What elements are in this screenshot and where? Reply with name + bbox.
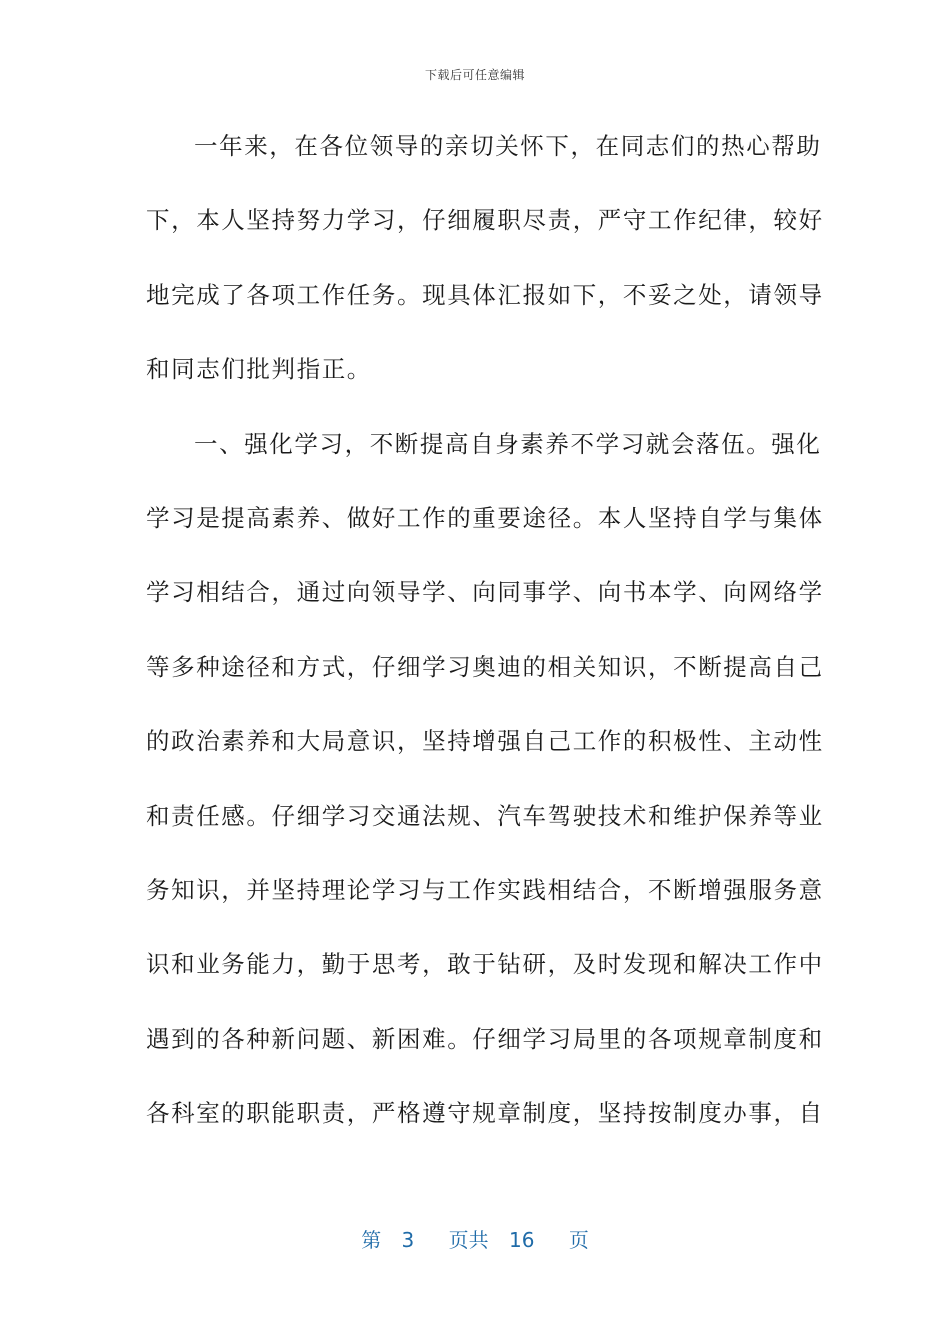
paragraph-line: 等多种途径和方式，仔细学习奥迪的相关知识，不断提高自己: [146, 652, 824, 681]
paragraph-line: 和同志们批判指正。: [146, 355, 372, 384]
document-body: [146, 128, 824, 1169]
paragraph-line: 的政治素养和大局意识，坚持增强自己工作的积极性、主动性: [146, 727, 824, 756]
footer-middle: 页共: [448, 1228, 489, 1252]
paragraph-line: 下，本人坚持努力学习，仔细履职尽责，严守工作纪律，较好: [146, 206, 824, 235]
footer-suffix: 页: [568, 1228, 589, 1252]
page-header-note: 下载后可任意编辑: [424, 68, 525, 82]
paragraph-line: 地完成了各项工作任务。现具体汇报如下，不妥之处，请领导: [146, 280, 824, 309]
paragraph-line: 识和业务能力，勤于思考，敢于钻研，及时发现和解决工作中: [146, 950, 824, 979]
paragraph-line: 学习相结合，通过向领导学、向同事学、向书本学、向网络学: [146, 578, 824, 607]
paragraph-line: 和责任感。仔细学习交通法规、汽车驾驶技术和维护保养等业: [146, 801, 824, 830]
paragraph-line: 务知识，并坚持理论学习与工作实践相结合，不断增强服务意: [146, 875, 824, 904]
paragraph-line: 学习是提高素养、做好工作的重要途径。本人坚持自学与集体: [146, 503, 824, 532]
footer-total-pages: 16: [509, 1228, 535, 1252]
paragraph-line: 一、强化学习，不断提高自身素养不学习就会落伍。强化: [194, 429, 822, 458]
paragraph-line: 遇到的各种新问题、新困难。仔细学习局里的各项规章制度和: [146, 1024, 824, 1053]
footer-prefix: 第: [361, 1228, 382, 1252]
paragraph-line: 各科室的职能职责，严格遵守规章制度，坚持按制度办事，自: [146, 1099, 824, 1128]
footer-current-page: 3: [401, 1228, 415, 1252]
paragraph-line: 一年来，在各位领导的亲切关怀下，在同志们的热心帮助: [194, 132, 822, 160]
page-number-footer: [0, 1224, 950, 1253]
